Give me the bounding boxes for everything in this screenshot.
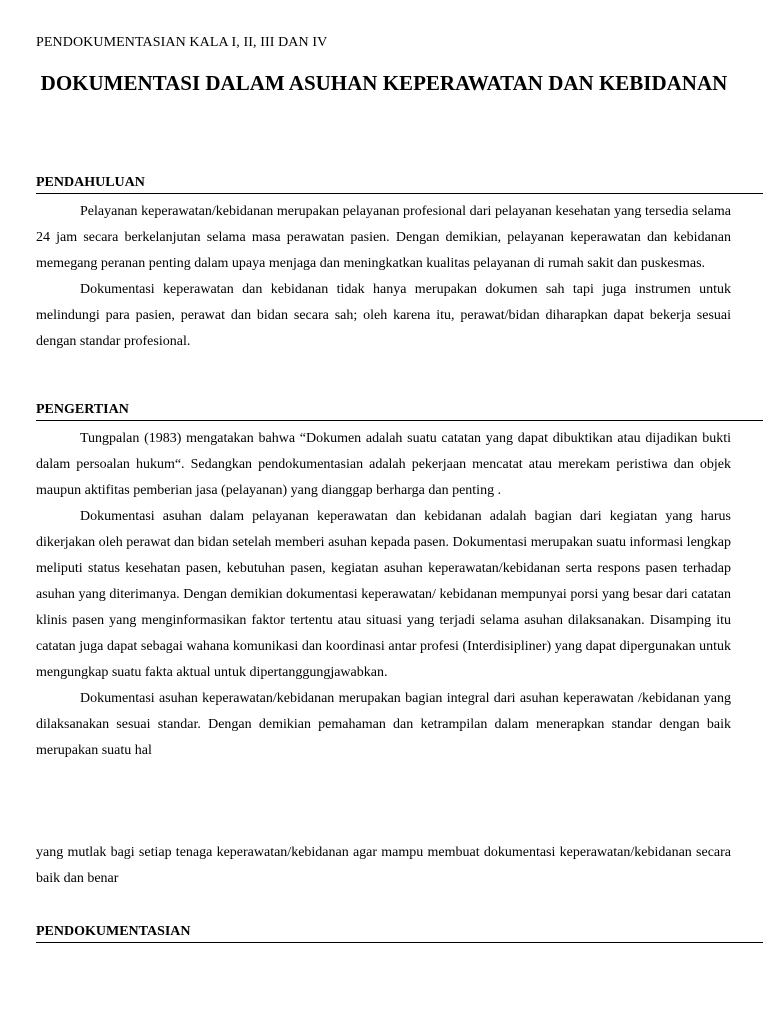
document-title: DOKUMENTASI DALAM ASUHAN KEPERAWATAN DAN KEBIDANAN <box>40 71 728 95</box>
paragraph: Pelayanan keperawatan/kebidanan merupakan pelayanan profesional dari pelayanan kesehatan yang tersedia selama 24 jam secara berkelanjutan selama masa perawatan pasien. Dengan demikian, pelayanan keperawatan dan kebidanan memegang peranan penting dalam upaya menjaga dan meningkatkan kualitas pelayanan di rumah sakit dan puskesmas. <box>36 204 731 271</box>
section-pendahuluan <box>36 175 763 355</box>
paragraph-continuation: yang mutlak bagi setiap tenaga keperawatan/kebidanan agar mampu membuat dokumentasi keperawatan/kebidanan secara baik dan benar <box>36 845 731 886</box>
section-heading-pendahuluan: PENDAHULUAN <box>36 175 763 194</box>
section-pengertian-continuation <box>36 840 763 892</box>
paragraph: Dokumentasi asuhan dalam pelayanan keperawatan dan kebidanan adalah bagian dari kegiatan yang harus dikerjakan oleh perawat dan bidan setelah memberi asuhan kepada pasen. Dokumentasi merupakan suatu informasi lengkap meliputi status kesehatan pasen, kebutuhan pasen, kegiatan asuhan keperawatan/kebidanan serta respons pasen terhadap asuhan yang diterimanya. Dengan demikian dokumentasi keperawatan/ kebidanan mempunyai porsi yang besar dari catatan klinis pasen yang menginformasikan faktor tertentu atau situasi yang terjadi selama asuhan dilaksanakan. Disamping itu catatan juga dapat sebagai wahana komunikasi dan koordinasi antar profesi (Interdisipliner) yang dapat dipergunakan untuk mengungkap suatu fakta aktual untuk dipertanggungjawabkan. <box>36 509 731 680</box>
section-pendokumentasian <box>36 924 763 943</box>
paragraph: Dokumentasi asuhan keperawatan/kebidanan merupakan bagian integral dari asuhan keperawatan /kebidanan yang dilaksanakan sesuai standar. Dengan demikian pemahaman dan ketrampilan dalam menerapkan standar dengan baik merupakan suatu hal <box>36 691 731 758</box>
paragraph: Dokumentasi keperawatan dan kebidanan tidak hanya merupakan dokumen sah tapi juga instrumen untuk melindungi para pasien, perawat dan bidan secara sah; oleh karena itu, perawat/bidan diharapkan dapat bekerja sesuai dengan standar profesional. <box>36 282 731 349</box>
section-pengertian <box>36 402 763 764</box>
running-header: PENDOKUMENTASIAN KALA I, II, III DAN IV <box>36 35 328 50</box>
section-heading-pengertian: PENGERTIAN <box>36 402 763 421</box>
section-heading-pendokumentasian: PENDOKUMENTASIAN <box>36 924 763 943</box>
paragraph: Tungpalan (1983) mengatakan bahwa “Dokumen adalah suatu catatan yang dapat dibuktikan atau dijadikan bukti dalam persoalan hukum“. Sedangkan pendokumentasian adalah pekerjaan mencatat atau merekam peristiwa dan objek maupun aktifitas pemberian jasa (pelayanan) yang dianggap berharga dan penting . <box>36 431 731 498</box>
